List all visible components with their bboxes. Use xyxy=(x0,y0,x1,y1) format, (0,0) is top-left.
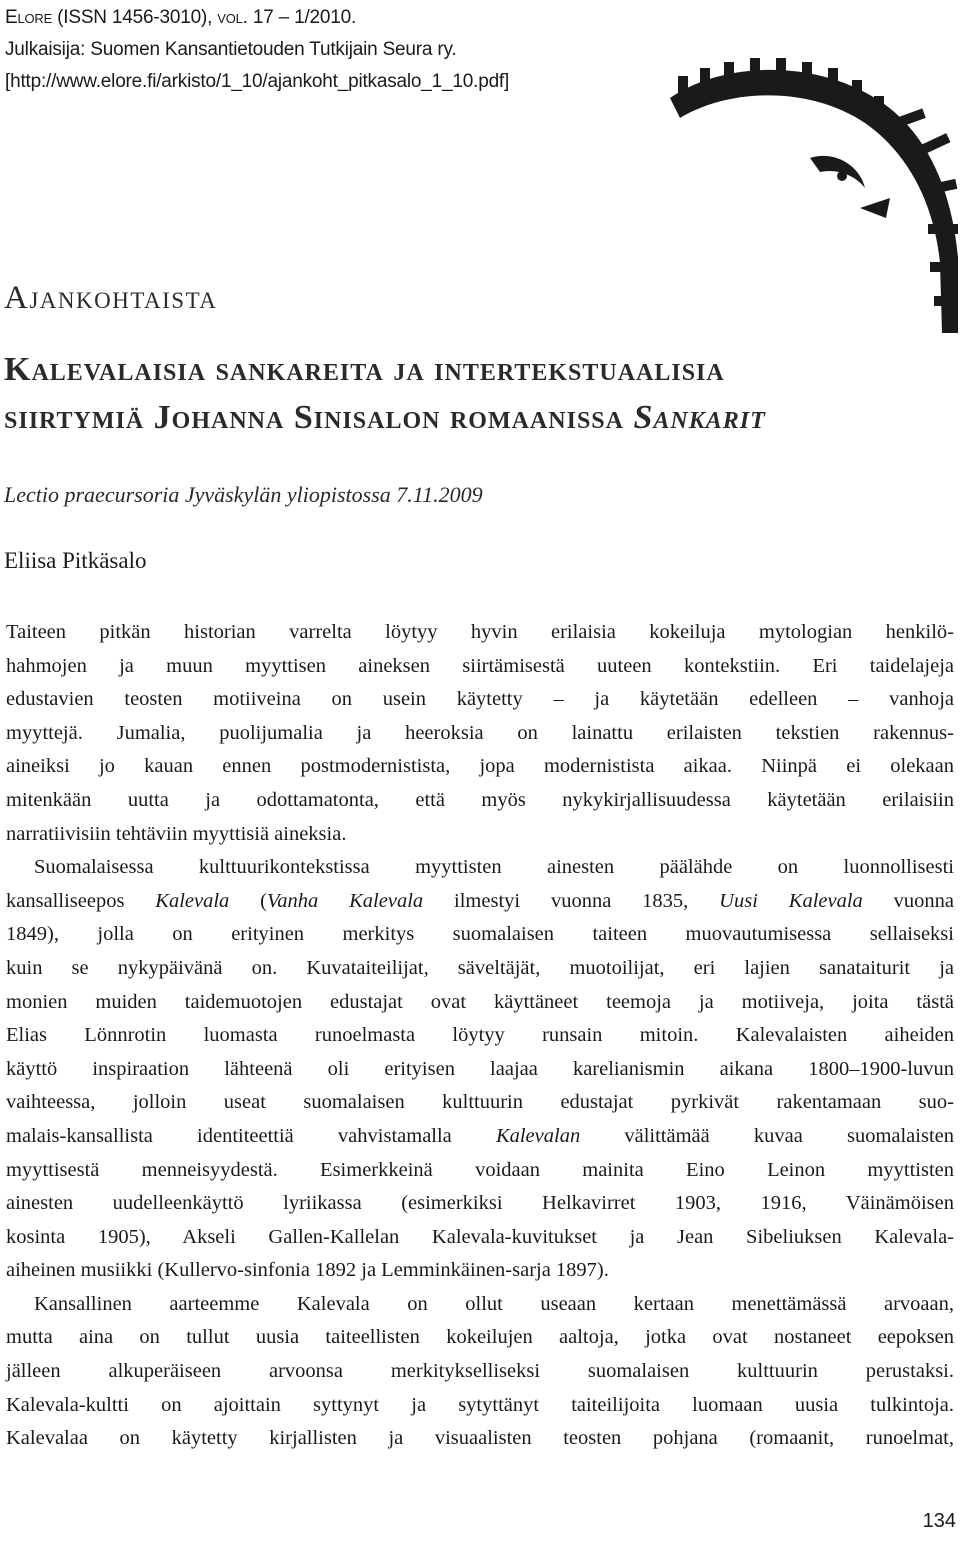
body-line: monien muiden taidemuotojen edustajat ovat käyttäneet teemoja ja motiiveja, joita tästä xyxy=(6,990,954,1013)
body-line: Suomalaisessa kulttuurikontekstissa myyttisten ainesten päälähde on luonnollisesti xyxy=(34,856,954,879)
body-line xyxy=(6,1120,954,1154)
body-line: vaihteessa, jolloin useat suomalaisen kulttuurin edustajat pyrkivät rakentamaan suo- xyxy=(6,1091,954,1114)
article-title-line-1: Kalevalaisia sankareita ja intertekstuaalisia xyxy=(4,351,725,388)
body-line: Kansallinen aarteemme Kalevala on ollut useaan kertaan menettämässä arvoaan, xyxy=(34,1292,954,1315)
body-line: mitenkään uutta ja odottamatonta, että myös nykykirjallisuudessa käytetään erilaisiin xyxy=(6,788,954,811)
article-title-line-2-text: siirtymiä Johanna Sinisalon romaanissa xyxy=(4,399,634,436)
article-title-italic-book: Sankarit xyxy=(633,399,766,436)
body-line: myyttisestä menneisyydestä. Esimerkkeinä voidaan mainita Eino Leinon myyttisten xyxy=(6,1158,954,1181)
body-line: aineiksi jo kauan ennen postmodernistista, jopa modernistista aikaa. Niinpä ei olekaan xyxy=(6,755,954,778)
lectio-subtitle: Lectio praecursoria Jyväskylän yliopistossa 7.11.2009 xyxy=(4,482,483,507)
publisher-line: Julkaisija: Suomen Kansantietouden Tutkijain Seura ry. xyxy=(5,39,457,60)
body-line xyxy=(6,885,954,919)
body-text: vuonna xyxy=(862,889,955,912)
body-text: kansalliseepos xyxy=(6,889,156,912)
body-line: hahmojen ja muun myyttisen aineksen siirtämisestä uuteen kontekstiin. Eri taidelajeja xyxy=(6,654,954,677)
body-text: välittämää kuvaa suomalaisten xyxy=(580,1124,954,1147)
body-italic: Uusi Kalevala xyxy=(719,889,863,912)
body-line: käyttö inspiraation lähteenä oli erityisen laajaa karelianismin aikana 1800–1900-luvun xyxy=(6,1057,954,1080)
article-title xyxy=(4,346,954,442)
page-number: 134 xyxy=(922,1510,956,1532)
source-url-link[interactable]: [http://www.elore.fi/arkisto/1_10/ajankoht_pitkasalo_1_10.pdf] xyxy=(5,71,510,92)
body-line: ainesten uudelleenkäyttö lyriikassa (esimerkiksi Helkavirret 1903, 1916, Väinämöisen xyxy=(6,1192,954,1215)
body-line: myyttejä. Jumalia, puolijumalia ja heeroksia on lainattu erilaisten tekstien rakennus- xyxy=(6,721,954,744)
article-title-line-2 xyxy=(4,394,954,442)
body-line: Kalevalaa on käytetty kirjallisten ja visuaalisten teosten pohjana (romaanit, runoelmat, xyxy=(6,1427,954,1450)
body-line: mutta aina on tullut uusia taiteellisten kokeilujen aaltoja, jotka ovat nostaneet eepoksen xyxy=(6,1326,954,1349)
section-heading: Ajankohtaista xyxy=(4,280,218,316)
body-line: 1849), jolla on erityinen merkitys suomalaisen taiteen muovautumisessa sellaiseksi xyxy=(6,923,954,946)
body-italic: Kalevala xyxy=(155,889,230,912)
journal-issn-line: Elore (ISSN 1456-3010), vol. 17 – 1/2010. xyxy=(5,7,357,28)
body-text: ( xyxy=(229,889,268,912)
body-line: Taiteen pitkän historian varrelta löytyy hyvin erilaisia kokeiluja mytologian henkilö- xyxy=(6,621,954,643)
elore-logo-icon xyxy=(660,58,960,333)
journal-header xyxy=(5,2,605,98)
body-line: kosinta 1905), Akseli Gallen-Kallelan Kalevala-kuvitukset ja Jean Sibeliuksen Kalevala- xyxy=(6,1225,954,1248)
body-italic: Vanha Kalevala xyxy=(267,889,424,912)
author-name: Eliisa Pitkäsalo xyxy=(4,548,147,573)
body-line: narratiivisiin tehtäviin myyttisiä aineksia. xyxy=(6,822,347,845)
body-italic: Kalevalan xyxy=(495,1124,581,1147)
body-line: kuin se nykypäivänä on. Kuvataiteilijat, säveltäjät, muotoilijat, eri lajien sanataiturit ja xyxy=(6,956,954,979)
body-line: jälleen alkuperäiseen arvoonsa merkitykselliseksi suomalaisen kulttuurin perustaksi. xyxy=(6,1360,954,1383)
body-line: edustavien teosten motiiveina on usein käytetty – ja käytetään edelleen – vanhoja xyxy=(6,688,954,711)
body-text: ilmestyi vuonna 1835, xyxy=(423,889,720,912)
body-line: aiheinen musiikki (Kullervo-sinfonia 1892 ja Lemminkäinen-sarja 1897). xyxy=(6,1259,609,1282)
article-body xyxy=(6,616,954,1456)
body-line: Kalevala-kultti on ajoittain syttynyt ja sytyttänyt taiteilijoita luomaan uusia tulkintoja. xyxy=(6,1393,954,1416)
body-text: malais-kansallista identiteettiä vahvistamalla xyxy=(6,1124,496,1147)
body-line: Elias Lönnrotin luomasta runoelmasta löytyy runsain mitoin. Kalevalaisten aiheiden xyxy=(6,1024,954,1047)
